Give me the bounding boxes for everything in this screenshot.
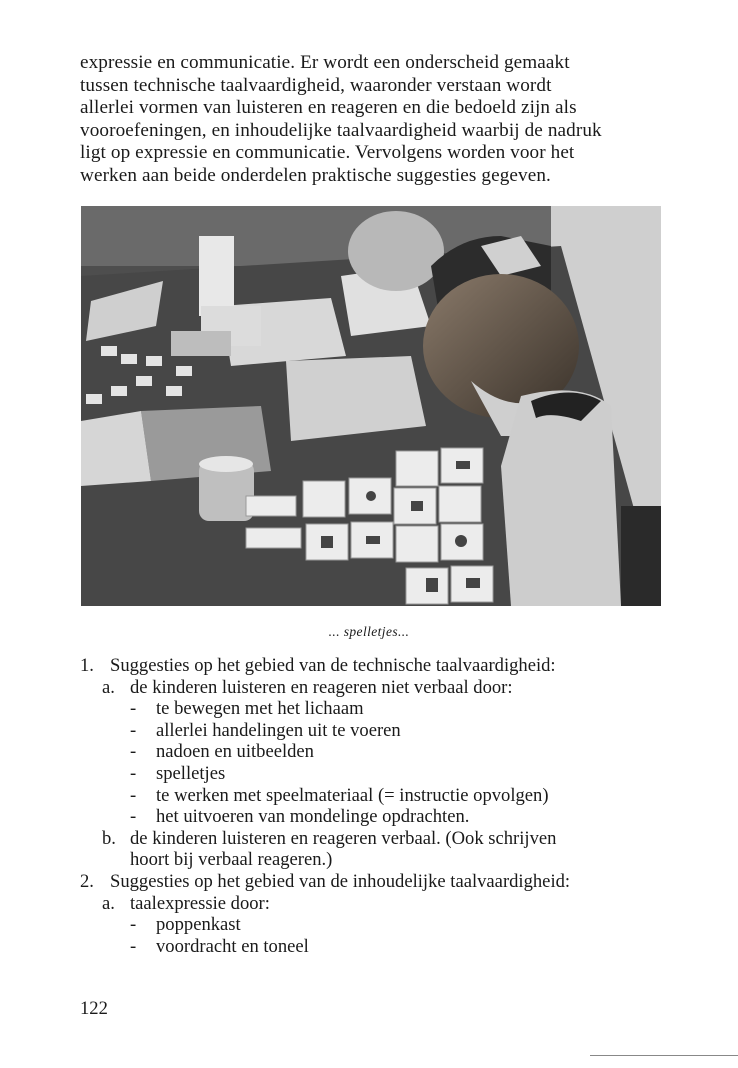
- intro-paragraph: [80, 52, 664, 188]
- photo-caption: ... spelletjes...: [328, 624, 410, 639]
- bullet-text: voordracht en toneel: [156, 935, 309, 957]
- bullet-text: nadoen en uitbeelden: [156, 741, 314, 763]
- sub-list-item-text: de kinderen luisteren en reageren verbaal. (Ook schrijven: [130, 827, 557, 849]
- photo-children-playing-card-game: [81, 206, 661, 606]
- bullet-item: [80, 785, 670, 807]
- sub-list-item-text: de kinderen luisteren en reageren niet verbaal door:: [130, 676, 513, 698]
- bullet-item: [80, 698, 670, 720]
- intro-line: expressie en communicatie. Er wordt een onderscheid gemaakt: [80, 52, 570, 73]
- bullet-text: allerlei handelingen uit te voeren: [156, 719, 401, 741]
- sub-list-letter: a.: [102, 892, 115, 914]
- bullet-glyph: -: [130, 806, 137, 828]
- photo-illustration: [81, 206, 661, 606]
- footer-rule: [590, 1055, 738, 1056]
- bullet-glyph: -: [130, 935, 137, 957]
- bullet-item: [80, 741, 670, 763]
- list-number: 1.: [80, 655, 94, 676]
- bullet-glyph: -: [130, 698, 137, 720]
- bullet-glyph: -: [130, 719, 137, 741]
- list-item-text: Suggesties op het gebied van de technische taalvaardigheid:: [110, 655, 556, 676]
- page-number: 122: [80, 998, 108, 1019]
- sub-list-letter: b.: [102, 827, 116, 849]
- intro-line: tussen technische taalvaardigheid, waaronder verstaan wordt: [80, 74, 552, 96]
- intro-line: vooroefeningen, en inhoudelijke taalvaardigheid waarbij de nadruk: [80, 119, 602, 141]
- list-item-text: Suggesties op het gebied van de inhoudelijke taalvaardigheid:: [110, 870, 571, 892]
- intro-line: werken aan beide onderdelen praktische suggesties gegeven.: [80, 164, 551, 186]
- suggestions-list: [80, 655, 670, 957]
- sub-list-item: [80, 828, 670, 850]
- bullet-glyph: -: [130, 741, 137, 763]
- list-item: [80, 655, 670, 677]
- intro-line: allerlei vormen van luisteren en reageren en die bedoeld zijn als: [80, 97, 577, 119]
- bullet-glyph: -: [130, 784, 137, 806]
- sub-list-item: [80, 893, 670, 915]
- sub-list-item: [80, 677, 670, 699]
- bullet-item: [80, 806, 670, 828]
- bullet-item: [80, 936, 670, 958]
- list-item: [80, 871, 670, 893]
- bullet-text: te bewegen met het lichaam: [156, 698, 364, 720]
- bullet-text: te werken met speelmateriaal (= instructie opvolgen): [156, 784, 549, 806]
- bullet-text: het uitvoeren van mondelinge opdrachten.: [156, 806, 470, 828]
- bullet-glyph: -: [130, 762, 137, 784]
- bullet-item: [80, 720, 670, 742]
- sub-list-letter: a.: [102, 676, 115, 698]
- bullet-item: [80, 914, 670, 936]
- sub-list-item-continuation: [80, 849, 670, 871]
- sub-list-item-text: hoort bij verbaal reageren.): [130, 849, 333, 871]
- sub-list-item-text: taalexpressie door:: [130, 892, 270, 914]
- bullet-item: [80, 763, 670, 785]
- bullet-text: spelletjes: [156, 762, 226, 784]
- bullet-glyph: -: [130, 914, 137, 936]
- bullet-text: poppenkast: [156, 914, 241, 936]
- intro-line: ligt op expressie en communicatie. Vervolgens worden voor het: [80, 142, 575, 164]
- list-number: 2.: [80, 870, 94, 892]
